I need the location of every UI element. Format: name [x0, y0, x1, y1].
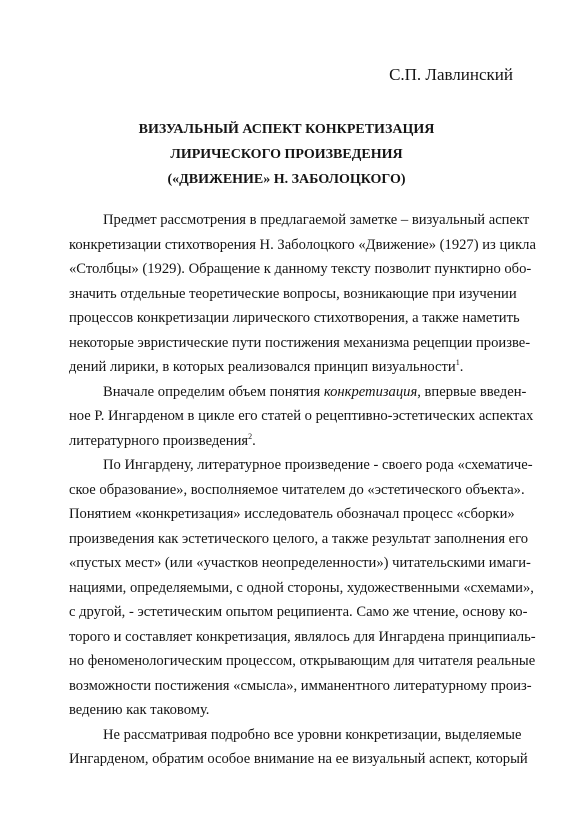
- article-body: [69, 208, 536, 772]
- emphasized-term: конкретизация: [323, 383, 418, 400]
- paragraph-line: произведения как эстетического целого, а также результат заполнения его: [69, 530, 529, 547]
- footnote-marker[interactable]: 2: [248, 431, 253, 441]
- paragraph-text: дений лирики, в которых реализовался принцип визуальности: [69, 359, 456, 375]
- paragraph-line: [69, 429, 514, 454]
- paragraph-line: но феноменологическим процессом, открывающим для читателя реальные: [69, 653, 536, 669]
- paragraph-line: значить отдельные теоретические вопросы, возникающие при изучении: [69, 285, 517, 302]
- paragraph-text: .: [252, 432, 256, 449]
- paragraph-text: Вначале определим объем понятия: [103, 383, 324, 400]
- paragraph-line: ведению как таковому.: [69, 702, 210, 718]
- paragraph-text: , впервые введен-: [417, 383, 527, 400]
- article-title: [60, 117, 513, 192]
- paragraph-line: Понятием «конкретизация» исследователь обозначал процесс «сборки»: [69, 506, 515, 522]
- paragraph-line: Ингарденом, обратим особое внимание на ее визуальный аспект, который: [69, 751, 528, 767]
- paragraph-line: Не рассматривая подробно все уровни конкретизации, выделяемые: [103, 726, 522, 743]
- paragraph-line: некоторые эвристические пути постижения механизма рецепции произве-: [69, 334, 531, 351]
- paragraph-line: с другой, - эстетическим опытом реципиента. Само же чтение, основу ко-: [69, 604, 528, 620]
- footnote-marker[interactable]: 1: [455, 358, 460, 368]
- title-line: ВИЗУАЛЬНЫЙ АСПЕКТ КОНКРЕТИЗАЦИЯ: [138, 122, 435, 137]
- paragraph-text: .: [459, 359, 464, 375]
- paragraph-line: торого и составляет конкретизация, являлось для Ингардена принципиаль-: [69, 628, 536, 645]
- paragraph-line: «Столбцы» (1929). Обращение к данному тексту позволит пунктирно обо-: [69, 261, 532, 277]
- title-line: («ДВИЖЕНИЕ» Н. ЗАБОЛОЦКОГО): [167, 172, 406, 187]
- paragraph-line: конкретизации стихотворения Н. Заболоцкого «Движение» (1927) из цикла: [69, 236, 536, 253]
- title-line: ЛИРИЧЕСКОГО ПРОИЗВЕДЕНИЯ: [170, 147, 403, 162]
- paragraph-text: литературного произведения: [69, 432, 249, 449]
- paragraph-line: ное Р. Ингарденом в цикле его статей о рецептивно-эстетических аспектах: [69, 408, 534, 424]
- paragraph-line: Предмет рассмотрения в предлагаемой заметке – визуальный аспект: [103, 212, 530, 228]
- paragraph-line: По Ингардену, литературное произведение - своего рода «схематиче-: [103, 457, 533, 473]
- paragraph-line: «пустых мест» (или «участков неопределенности») читательскими имаги-: [69, 555, 531, 571]
- author-name: С.П. Лавлинский: [389, 65, 513, 84]
- paragraph-line: [69, 380, 527, 405]
- paragraph-line: возможности постижения «смысла», имманентного литературному произ-: [69, 677, 532, 694]
- paragraph-line: нациями, определяемыми, с одной стороны, художественными «схемами»,: [69, 579, 534, 596]
- paragraph-line: процессов конкретизации лирического стихотворения, а также наметить: [69, 310, 520, 326]
- paragraph-line: ское образование», восполняемое читателем до «эстетического объекта».: [69, 481, 525, 498]
- paragraph-line: [69, 355, 514, 380]
